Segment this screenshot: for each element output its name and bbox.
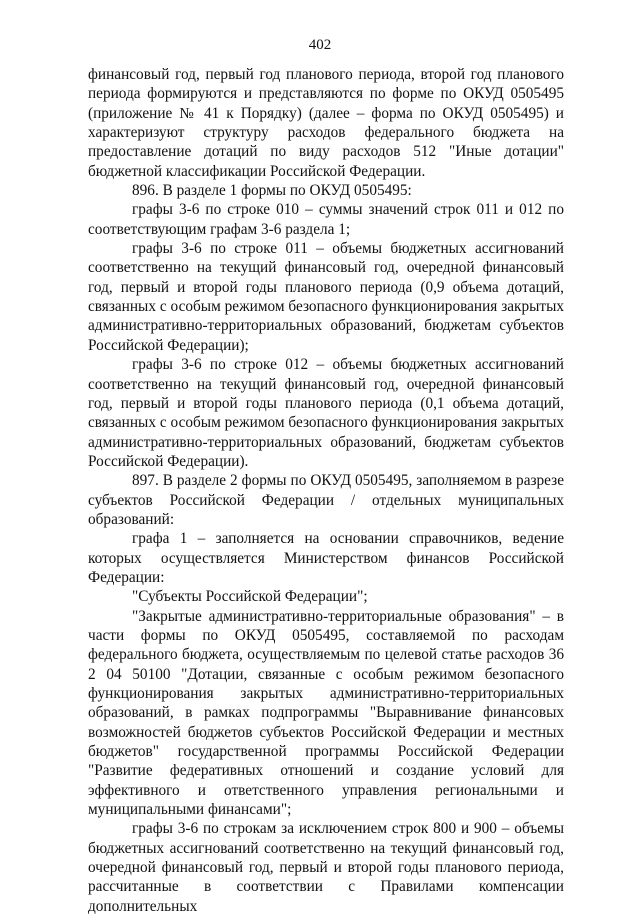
paragraph-continuation: финансовый год, первый год планового периода, второй год планового периода формируются и представляются по форме по ОКУД 0505495 (приложение № 41 к Порядку) (далее – форма по ОКУД 0505495) и характеризуют структуру расходов федерального бюджета на предоставление дотаций по виду расходов 512 "Иные дотации" бюджетной классификации Российской Федерации. — [88, 66, 564, 180]
paragraph-directory-zato: "Закрытые административно-территориальные образования" – в части формы по ОКУД 0505495, составляемой по расходам федерального бюджета, осуществляемым по целевой статье расходов 36 2 04 50100 "Дотации, связанные с особым режимом безопасного функционирования закрытых административно-территориальных образований, в рамках подпрограммы "Выравнивание финансовых возможностей бюджетов субъектов Российской Федерации и местных бюджетов" государственной программы Российской Федерации "Развитие федеративных отношений и создание условий для эффективного и ответственного управления региональными и муниципальными финансами"; — [88, 607, 564, 819]
paragraph-row-010: графы 3-6 по строке 010 – суммы значений строк 011 и 012 по соответствующим графам 3-6 раздела 1; — [88, 201, 564, 238]
paragraph-columns-3-6: графы 3-6 по строкам за исключением строк 800 и 900 – объемы бюджетных ассигнований соответственно на текущий финансовый год, очередной финансовый год, первый и второй годы планового периода, рассчитанные в соответствии с Правилами компенсации дополнительных — [88, 820, 564, 915]
paragraph-897-heading: 897. В разделе 2 формы по ОКУД 0505495, заполняемом в разрезе субъектов Российской Федерации / отдельных муниципальных образований: — [88, 472, 564, 528]
page-number: 402 — [308, 37, 332, 53]
body-text — [88, 65, 564, 916]
paragraph-row-012: графы 3-6 по строке 012 – объемы бюджетных ассигнований соответственно на текущий финансовый год, очередной финансовый год, первый и второй годы планового периода (0,1 объема дотаций, связанных с особым режимом безопасного функционирования закрытых административно-территориальных образований, бюджетам субъектов Российской Федерации). — [88, 356, 564, 470]
paragraph-896-heading: 896. В разделе 1 формы по ОКУД 0505495: — [132, 182, 412, 200]
paragraph-column-1: графа 1 – заполняется на основании справочников, ведение которых осуществляется Министерством финансов Российской Федерации: — [88, 530, 564, 586]
paragraph-directory-subjects: "Субъекты Российской Федерации"; — [132, 588, 368, 606]
paragraph-row-011: графы 3-6 по строке 011 – объемы бюджетных ассигнований соответственно на текущий финансовый год, очередной финансовый год, первый и второй годы планового периода (0,9 объема дотаций, связанных с особым режимом безопасного функционирования закрытых административно-территориальных образований, бюджетам субъектов Российской Федерации); — [88, 240, 564, 354]
